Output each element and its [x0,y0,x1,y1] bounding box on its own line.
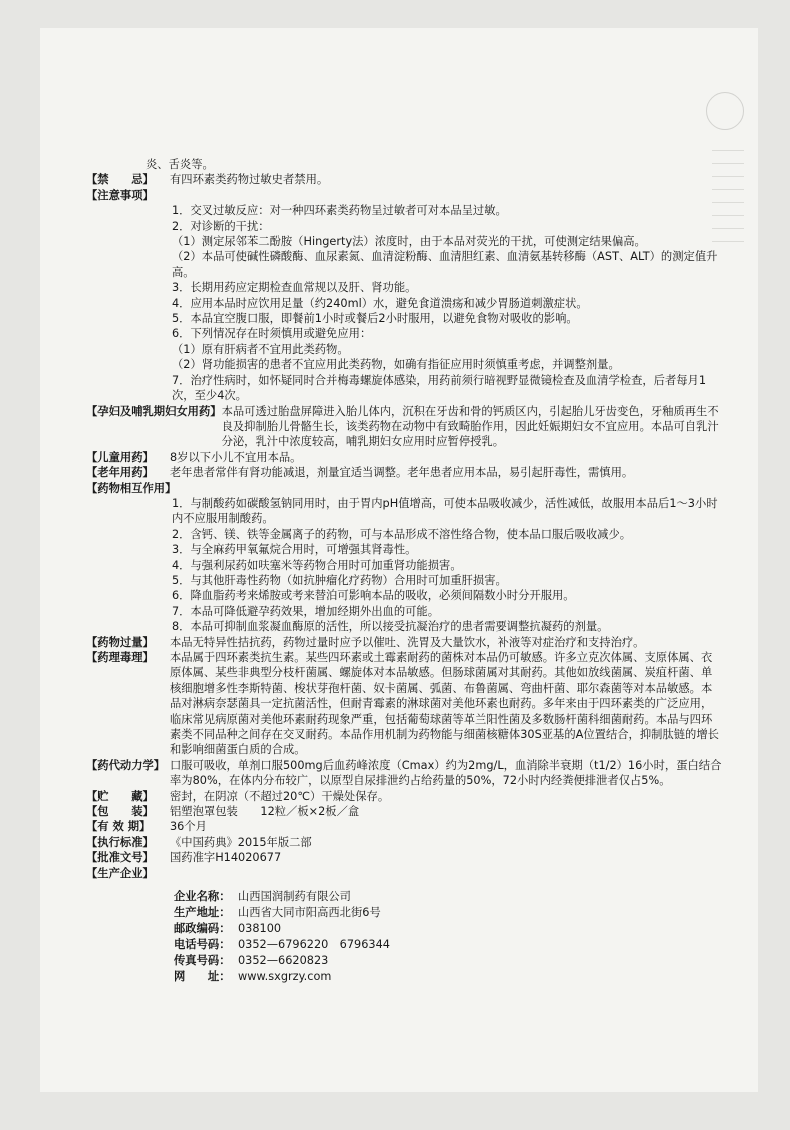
section-text: 本品可透过胎盘屏障进入胎儿体内，沉积在牙齿和骨的钙质区内，引起胎儿牙齿变色，牙釉质再生不良及抑制胎儿骨骼生长，该类药物在动物中有致畸胎作用，因此妊娠期妇女不宜应用。本品可自乳汁分泌，乳汁中浓度较高，哺乳期妇女应用时应暂停授乳。 [221,404,719,449]
list-item: 5．与其他肝毒性药物（如抗肿瘤化疗药物）合用时可加重肝损害。 [172,573,507,587]
field-key: 电话号码： [174,938,231,952]
section-approval [86,850,722,865]
section-text: 口服可吸收，单剂口服500mg后血药峰浓度（Cmax）约为2mg/L，血消除半衰期（t1/2）16小时，蛋白结合率为80%，在体内分布较广，以原型自尿排泄约占给药量的50%，72小时内经粪便排泄者仅占5%。 [170,758,722,788]
bleed-through-logo [706,92,744,130]
section-validity [86,819,722,834]
section-text: 《中国药典》2015年版二部 [170,835,312,849]
field-key: 传真号码： [174,954,231,968]
address-row [174,905,722,921]
section-label: 【批准文号】 [86,851,154,865]
field-value: 山西国润制药有限公司 [238,890,351,904]
section-contraindications [86,172,722,187]
field-key: 生产地址： [174,906,231,920]
section-pharmacology [86,650,722,758]
section-text: 36个月 [170,820,207,834]
section-label: 【包 装】 [86,805,154,819]
section-label: 【有 效 期】 [86,820,151,834]
section-storage [86,789,722,804]
section-package [86,804,722,819]
section-label: 【药代动力学】 [86,758,166,772]
list-item: 8．本品可抑制血浆凝血酶原的活性，所以接受抗凝治疗的患者需要调整抗凝药的剂量。 [172,620,609,634]
section-text: 8岁以下小儿不宜用本品。 [170,450,302,464]
section-text: 国药准字H14020677 [170,851,282,865]
list-item: （1）测定尿邻苯二酚胺（Hingerty法）浓度时，由于本品对荧光的干扰，可使测定结果偏高。 [172,235,646,249]
section-label: 【药物过量】 [86,635,154,649]
section-elderly [86,465,722,480]
section-text: 本品属于四环素类抗生素。某些四环素或土霉素耐药的菌株对本品仍可敏感。许多立克次体属、支原体属、衣原体属、某些非典型分枝杆菌属、螺旋体对本品敏感。但肠球菌属对其耐药。其他如放线菌属、炭疽杆菌、单核细胞增多性李斯特菌、梭状芽孢杆菌、奴卡菌属、弧菌、布鲁菌属、弯曲杆菌、耶尔森菌等对本品敏感。本品对淋病奈瑟菌具一定抗菌活性，但耐青霉素的淋球菌对美他环素也耐药。多年来由于四环素类的广泛应用，临床常见病原菌对美他环素耐药现象严重，包括葡萄球菌等革兰阳性菌及多数肠杆菌科细菌耐药。本品与四环素类不同品种之间存在交叉耐药。本品作用机制为药物能与细菌核糖体30S亚基的A位置结合，抑制肽链的增长和影响细菌蛋白质的合成。 [170,651,719,757]
field-value: 0352—6796220 6796344 [238,938,390,952]
section-text: 有四环素类药物过敏史者禁用。 [170,173,329,187]
list-item: 3．长期用药应定期检查血常规以及肝、肾功能。 [172,281,417,295]
section-text: 本品无特异性拮抗药，药物过量时应予以催吐、洗胃及大量饮水，补液等对症治疗和支持治疗。 [170,635,645,649]
top-line: 炎、舌炎等。 [146,158,214,171]
section-pregnancy [86,404,722,450]
website-row [174,969,722,985]
section-manufacturer [86,866,722,985]
field-key: 企业名称： [174,890,231,904]
website-link: www.sxgrzy.com [238,970,332,984]
list-item: 2．对诊断的干扰： [172,219,270,233]
section-label: 【禁 忌】 [86,173,154,187]
section-text: 密封，在阴凉（不超过20℃）干燥处保存。 [170,789,390,803]
section-label: 【儿童用药】 [86,450,154,464]
package-insert-text [86,157,722,985]
field-key: 邮政编码： [174,922,231,936]
section-label: 【注意事项】 [86,188,154,202]
field-value: 山西省大同市阳高西北街6号 [238,906,381,920]
field-value: 038100 [238,922,282,936]
list-item: （1）原有肝病者不宜用此类药物。 [172,342,349,356]
section-label: 【贮 藏】 [86,789,154,803]
list-item: 4．应用本品时应饮用足量（约240ml）水，避免食道溃疡和减少胃肠道刺激症状。 [172,296,588,310]
section-children [86,450,722,465]
section-label: 【生产企业】 [86,866,154,880]
postal-code-row [174,921,722,937]
manufacturer-details [86,889,722,985]
fax-row [174,953,722,969]
section-text: 铝塑泡罩包装 12粒／板×2板／盒 [170,805,360,819]
section-label: 【老年用药】 [86,466,154,480]
section-pharmacokinetics [86,758,722,789]
company-name-row [174,889,722,905]
phone-row [174,937,722,953]
section-overdose [86,635,722,650]
list-item: （2）肾功能损害的患者不宜应用此类药物，如确有指征应用时须慎重考虑，并调整剂量。 [172,358,620,372]
section-label: 【药理毒理】 [86,651,154,664]
list-item: 1．交叉过敏反应：对一种四环素类药物呈过敏者可对本品呈过敏。 [172,204,507,218]
list-item: 7．本品可降低避孕药效果，增加经期外出血的可能。 [172,604,440,618]
section-interactions [86,481,722,635]
list-item: （2）本品可使碱性磷酸酶、血尿素氮、血清淀粉酶、血清胆红素、血清氨基转移酶（AST、ALT）的测定值升高。 [172,250,718,279]
list-item: 6．降血脂药考来烯胺或考来替泊可影响本品的吸收，必须间隔数小时分开服用。 [172,589,575,603]
section-label: 【孕妇及哺乳期妇女用药】 [86,404,222,418]
section-label: 【药物相互作用】 [86,481,177,495]
section-label: 【执行标准】 [86,835,154,849]
list-item: 5．本品宜空腹口服，即餐前1小时或餐后2小时服用，以避免食物对吸收的影响。 [172,312,578,326]
list-item: 7．治疗性病时，如怀疑同时合并梅毒螺旋体感染，用药前须行暗视野显微镜检查及血清学检查，后者每月1次，至少4次。 [172,373,707,403]
list-item: 3．与全麻药甲氧氟烷合用时，可增强其肾毒性。 [172,543,417,557]
field-value: 0352—6620823 [238,954,329,968]
section-standard [86,835,722,850]
list-item: 2．含钙、镁、铁等金属离子的药物，可与本品形成不溶性络合物，使本品口服后吸收减少。 [172,527,632,541]
list-item: 1．与制酸药如碳酸氢钠同用时，由于胃内pH值增高，可使本品吸收减少，活性减低，故服用本品后1～3小时内不应服用制酸药。 [172,496,718,526]
list-item: 4．与强利尿药如呋塞米等药物合用时可加重肾功能损害。 [172,558,462,572]
field-key: 网 址： [174,970,231,984]
section-text: 老年患者常伴有肾功能减退，剂量宜适当调整。老年患者应用本品，易引起肝毒性，需慎用。 [170,466,634,480]
section-precautions [86,188,722,404]
list-item: 6．下列情况存在时须慎用或避免应用： [172,327,372,341]
